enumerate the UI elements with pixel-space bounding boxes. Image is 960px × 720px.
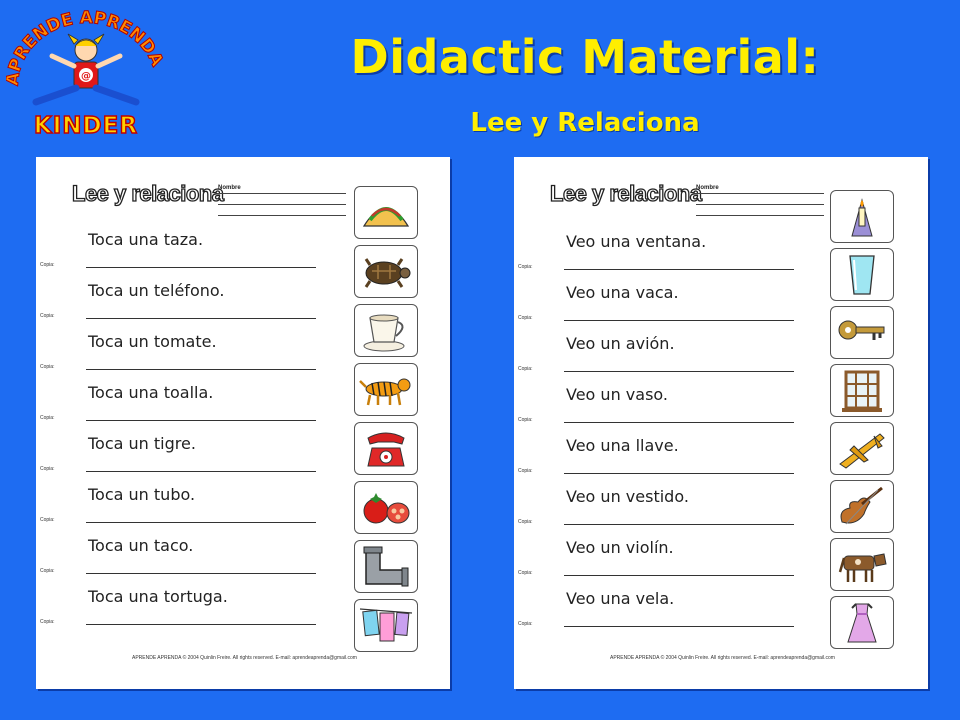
copy-line <box>86 318 316 319</box>
copy-line <box>86 522 316 523</box>
pipe-icon <box>354 540 418 593</box>
window-icon <box>830 364 894 417</box>
turtle-icon <box>354 245 418 298</box>
cow-icon <box>830 538 894 591</box>
copy-label: Copia: <box>518 264 533 270</box>
copy-line <box>86 471 316 472</box>
exercise-row <box>514 385 824 437</box>
copy-line <box>564 422 794 423</box>
copy-line <box>564 473 794 474</box>
logo-kinder-text: KINDER <box>33 113 139 136</box>
page-title: Didactic Material: <box>350 30 820 84</box>
sentence: Veo un vaso. <box>566 385 668 404</box>
sentence: Veo una llave. <box>566 436 679 455</box>
copy-line <box>564 524 794 525</box>
telephone-icon <box>354 422 418 475</box>
copy-label: Copia: <box>40 262 55 268</box>
copy-label: Copia: <box>40 364 55 370</box>
copyright-footer: APRENDE APRENDA © 2004 Quinlin Freire. All rights reserved. E-mail: aprendeaprenda@gmail.com <box>610 655 835 661</box>
name-line <box>696 215 824 216</box>
copy-label: Copia: <box>40 466 55 472</box>
name-line <box>218 215 346 216</box>
exercise-row <box>36 281 346 333</box>
sentence: Toca una taza. <box>88 230 204 249</box>
copy-label: Copia: <box>518 417 533 423</box>
copy-label: Copia: <box>518 366 533 372</box>
taco-icon <box>354 186 418 239</box>
copy-label: Copia: <box>518 621 533 627</box>
worksheet-veo <box>514 157 928 689</box>
name-line <box>218 193 346 194</box>
copy-label: Copia: <box>40 415 55 421</box>
page-subtitle: Lee y Relaciona <box>470 108 700 138</box>
exercise-row <box>36 536 346 588</box>
copy-line <box>564 320 794 321</box>
tiger-icon <box>354 363 418 416</box>
copy-label: Copia: <box>40 619 55 625</box>
copy-line <box>86 369 316 370</box>
key-icon <box>830 306 894 359</box>
copy-line <box>86 420 316 421</box>
copy-line <box>86 624 316 625</box>
sentence: Veo un avión. <box>566 334 675 353</box>
sentence: Veo una vaca. <box>566 283 679 302</box>
sentence: Veo una ventana. <box>566 232 707 251</box>
name-line <box>218 204 346 205</box>
worksheet-title: Lee y relaciona <box>550 181 702 206</box>
copy-label: Copia: <box>40 517 55 523</box>
copy-line <box>564 269 794 270</box>
exercise-row <box>36 587 346 639</box>
violin-icon <box>830 480 894 533</box>
copy-label: Copia: <box>518 315 533 321</box>
sentence: Toca una tortuga. <box>88 587 228 606</box>
sentence: Toca un tomate. <box>88 332 217 351</box>
aprende-aprenda-kinder-logo <box>6 6 166 136</box>
sentence: Veo un violín. <box>566 538 674 557</box>
airplane-icon <box>830 422 894 475</box>
exercise-row <box>514 283 824 335</box>
copy-line <box>564 575 794 576</box>
worksheet-toca <box>36 157 450 689</box>
copy-line <box>86 573 316 574</box>
exercise-row <box>514 232 824 284</box>
glass-icon <box>830 248 894 301</box>
sentence: Toca un tubo. <box>88 485 196 504</box>
exercise-row <box>514 487 824 539</box>
exercise-row <box>514 436 824 488</box>
exercise-row <box>514 538 824 590</box>
dress-icon <box>830 596 894 649</box>
copy-line <box>86 267 316 268</box>
exercise-row <box>36 383 346 435</box>
copy-line <box>564 371 794 372</box>
exercise-row <box>36 434 346 486</box>
sentence: Toca una toalla. <box>88 383 214 402</box>
copy-label: Copia: <box>40 313 55 319</box>
logo-badge: @ <box>81 71 91 82</box>
exercise-row <box>514 334 824 386</box>
logo-arc-text: PRENDE APRENDA <box>6 8 166 75</box>
name-line <box>696 204 824 205</box>
copyright-footer: APRENDE APRENDA © 2004 Quinlin Freire. All rights reserved. E-mail: aprendeaprenda@gmail.com <box>132 655 357 661</box>
copy-label: Copia: <box>518 468 533 474</box>
exercise-row <box>36 485 346 537</box>
sentence: Veo una vela. <box>566 589 675 608</box>
copy-label: Copia: <box>518 519 533 525</box>
towels-icon <box>354 599 418 652</box>
worksheet-title: Lee y relaciona <box>72 181 224 206</box>
cup-icon <box>354 304 418 357</box>
sentence: Toca un tigre. <box>88 434 196 453</box>
exercise-row <box>36 230 346 282</box>
copy-label: Copia: <box>40 568 55 574</box>
copy-label: Copia: <box>518 570 533 576</box>
sentence: Veo un vestido. <box>566 487 689 506</box>
exercise-row <box>514 589 824 641</box>
exercise-row <box>36 332 346 384</box>
name-label: Nombre <box>218 185 241 191</box>
name-label: Nombre <box>696 185 719 191</box>
candle-icon <box>830 190 894 243</box>
sentence: Toca un taco. <box>88 536 194 555</box>
copy-line <box>564 626 794 627</box>
tomato-icon <box>354 481 418 534</box>
sentence: Toca un teléfono. <box>88 281 225 300</box>
name-line <box>696 193 824 194</box>
